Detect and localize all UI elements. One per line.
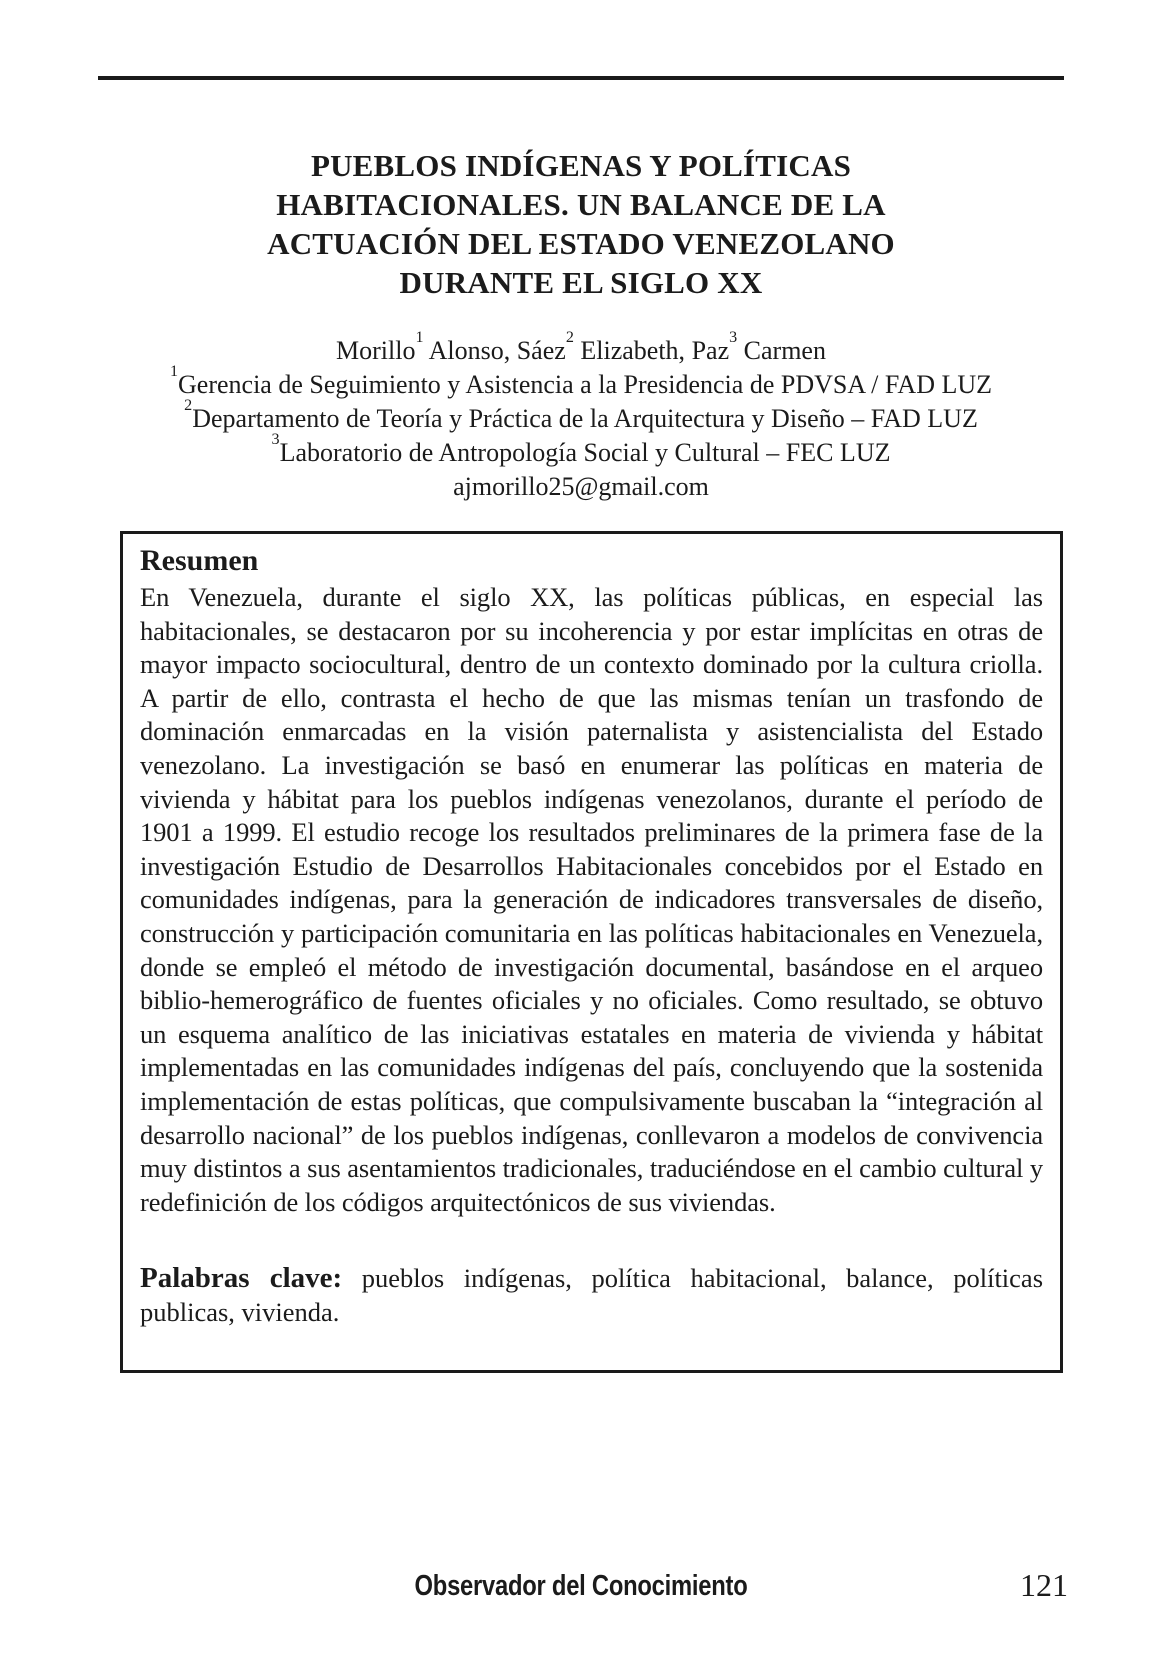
page-number: 121 <box>1020 1567 1068 1603</box>
paper-title-line-2: HABITACIONALES. UN BALANCE DE LA <box>276 187 886 222</box>
header-rule <box>98 76 1064 80</box>
authors-line <box>98 329 1064 368</box>
authors-block <box>98 329 1064 504</box>
author-affiliation-mark-2: 2 <box>565 329 574 347</box>
author-rest-1: Alonso, <box>423 336 517 365</box>
contact-email: ajmorillo25@gmail.com <box>453 472 709 501</box>
paper-title-line-3: ACTUACIÓN DEL ESTADO VENEZOLANO <box>267 226 895 261</box>
journal-name-text: Observador del Conocimiento <box>414 1570 748 1602</box>
abstract-heading: Resumen <box>140 544 259 577</box>
affiliation-1 <box>98 363 1064 402</box>
author-rest-2: Elizabeth, <box>573 336 692 365</box>
author-affiliation-mark-3: 3 <box>729 329 738 347</box>
affiliation-text-1: Gerencia de Seguimiento y Asistencia a la Presidencia de PDVSA / FAD LUZ <box>178 370 993 399</box>
abstract-box <box>120 531 1063 1373</box>
paper-title-line-1: PUEBLOS INDÍGENAS Y POLÍTICAS <box>310 148 852 183</box>
paper-title-line-4: DURANTE EL SIGLO XX <box>399 265 763 300</box>
paper-title <box>98 146 1064 302</box>
abstract-text: En Venezuela, durante el siglo XX, las políticas públicas, en especial las habitacionales, se destacaron por su incoherencia y por estar implícitas en otras de mayor impacto sociocultural, dentro de un contexto dominado por la cultura criolla. A partir de ello, contrasta el hecho de que las mismas tenían un trasfondo de dominación enmarcadas en la visión paternalista y asistencialista del Estado venezolano. La investigación se basó en enumerar las políticas en materia de vivienda y hábitat para los pueblos indígenas venezolanos, durante el período de 1901 a 1999. El estudio recoge los resultados preliminares de la primera fase de la investigación Estudio de Desarrollos Habitacionales concebidos por el Estado en comunidades indígenas, para la generación de indicadores transversales de diseño, construcción y participación comunitaria en las políticas habitacionales en Venezuela, donde se empleó el método de investigación documental, basándose en el arqueo biblio-hemerográfico de fuentes oficiales y no oficiales. Como resultado, se obtuvo un esquema analítico de las iniciativas estatales en materia de vivienda y hábitat implementadas en las comunidades indígenas del país, concluyendo que la sostenida implementación de estas políticas, que compulsivamente buscaban la “integración al desarrollo nacional” de los pueblos indígenas, conllevaron a modelos de convivencia muy distintos a sus asentamientos tradicionales, traduciéndose en el cambio cultural y redefinición de los códigos arquitectónicos de sus viviendas. <box>140 582 1043 1217</box>
affiliation-3 <box>98 431 1064 470</box>
keywords-label: Palabras clave: <box>140 1262 343 1295</box>
affiliation-2 <box>98 397 1064 436</box>
affiliation-mark-3: 3 <box>271 431 280 449</box>
footer-journal-name <box>98 1570 1064 1603</box>
affiliation-mark-1: 1 <box>169 363 179 381</box>
keywords-line <box>140 1261 1043 1329</box>
author-rest-3: Carmen <box>737 336 826 365</box>
keywords-text: pueblos indígenas, política habitacional, balance, políticas publicas, vivienda. <box>140 1263 1044 1328</box>
affiliation-text-2: Departamento de Teoría y Práctica de la Arquitectura y Diseño – FAD LUZ <box>192 404 978 433</box>
author-name-1: Morillo <box>336 336 416 365</box>
affiliation-text-3: Laboratorio de Antropología Social y Cultural – FEC LUZ <box>279 438 891 467</box>
author-affiliation-mark-1: 1 <box>415 329 424 347</box>
author-name-3: Paz <box>691 336 730 365</box>
affiliation-mark-2: 2 <box>184 397 193 415</box>
author-name-2: Sáez <box>516 336 566 365</box>
